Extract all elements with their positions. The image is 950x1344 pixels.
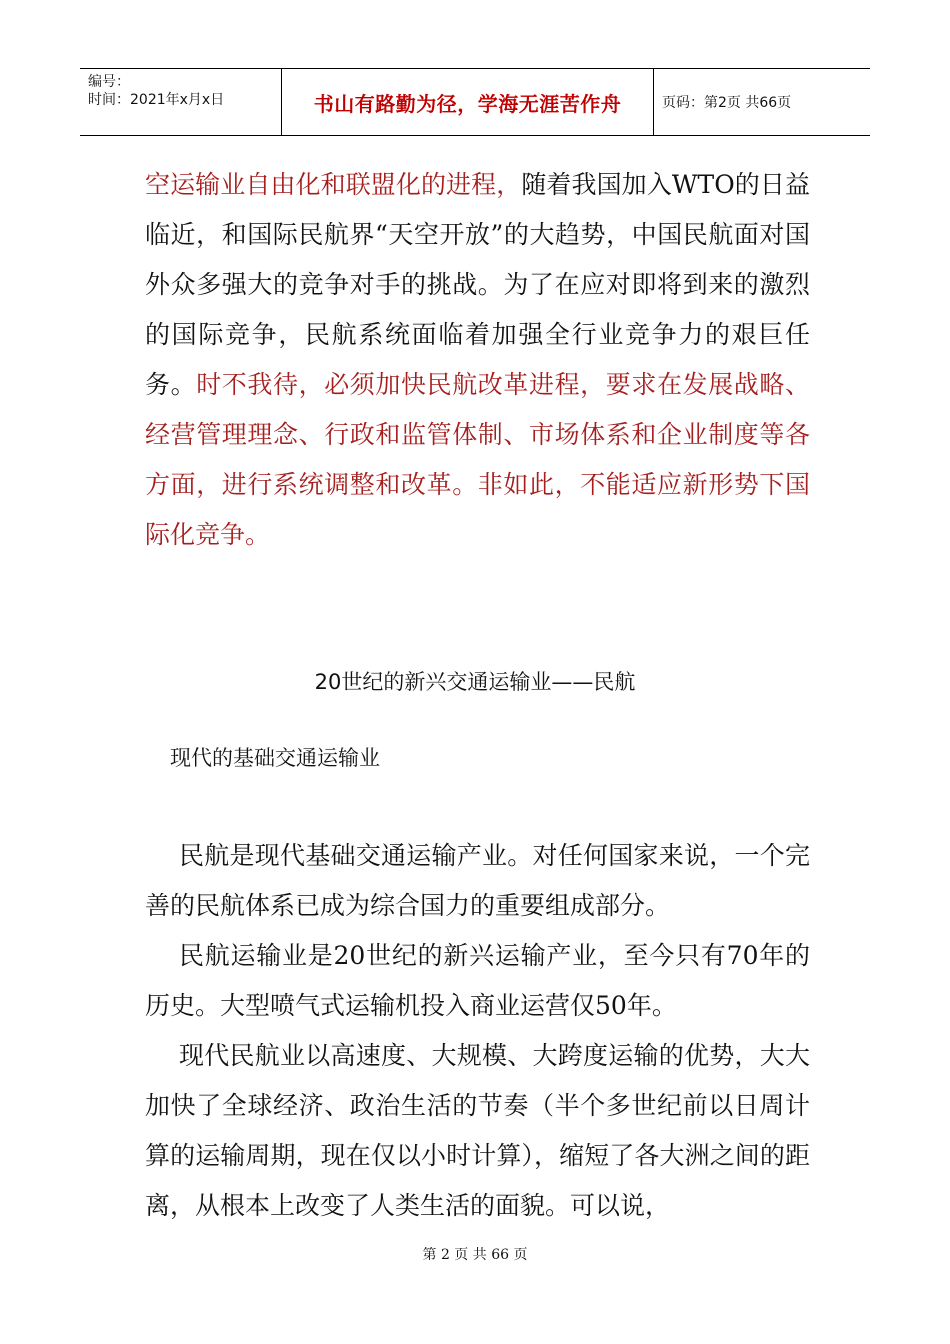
sub-title: 现代的基础交通运输业 (170, 746, 380, 770)
paragraph-reform-body: 随着我国加入WTO的日益临近，和国际民航界“天空开放”的大趋势，中国民航面对国外众多强大的竞争对手的挑战。为了在应对即将到来的激烈的国际竞争，民航系统面临着加强全行业竞争力的艰巨任务。 (145, 170, 810, 399)
page-footer: 第 2 页 共 66 页 (422, 1247, 528, 1263)
section-title: 20世纪的新兴交通运输业——民航 (314, 670, 636, 694)
header-motto: 书山有路勤为径，学海无涯苦作舟 (313, 91, 622, 116)
header-page-info: 页码：第2页 共66页 (662, 95, 792, 111)
time-label: 时间：2021年x月x日 (88, 92, 225, 108)
number-label: 编号： (88, 74, 130, 90)
page-header (80, 68, 870, 136)
paragraph-history: 民航运输业是20世纪的新兴运输产业，至今只有70年的历史。大型喷气式运输机投入商业运营仅50年。 (145, 941, 810, 1020)
paragraph-basic-industry: 民航是现代基础交通运输产业。对任何国家来说，一个完善的民航体系已成为综合国力的重要组成部分。 (145, 841, 810, 920)
header-motto-cell (282, 69, 654, 135)
paragraph-reform-red-lead: 空运输业自由化和联盟化的进程， (145, 170, 522, 199)
paragraph-reform-red-tail: 时不我待，必须加快民航改革进程，要求在发展战略、经营管理理念、行政和监管体制、市场体系和企业制度等各方面，进行系统调整和改革。非如此，不能适应新形势下国际化竞争。 (145, 370, 810, 549)
paragraph-reform (145, 160, 810, 560)
paragraph-modern-aviation: 现代民航业以高速度、大规模、大跨度运输的优势，大大加快了全球经济、政治生活的节奏（半个多世纪前以日周计算的运输周期，现在仅以小时计算），缩短了各大洲之间的距离，从根本上改变了人类生活的面貌。可以说， (145, 1041, 810, 1220)
header-meta (80, 69, 282, 135)
